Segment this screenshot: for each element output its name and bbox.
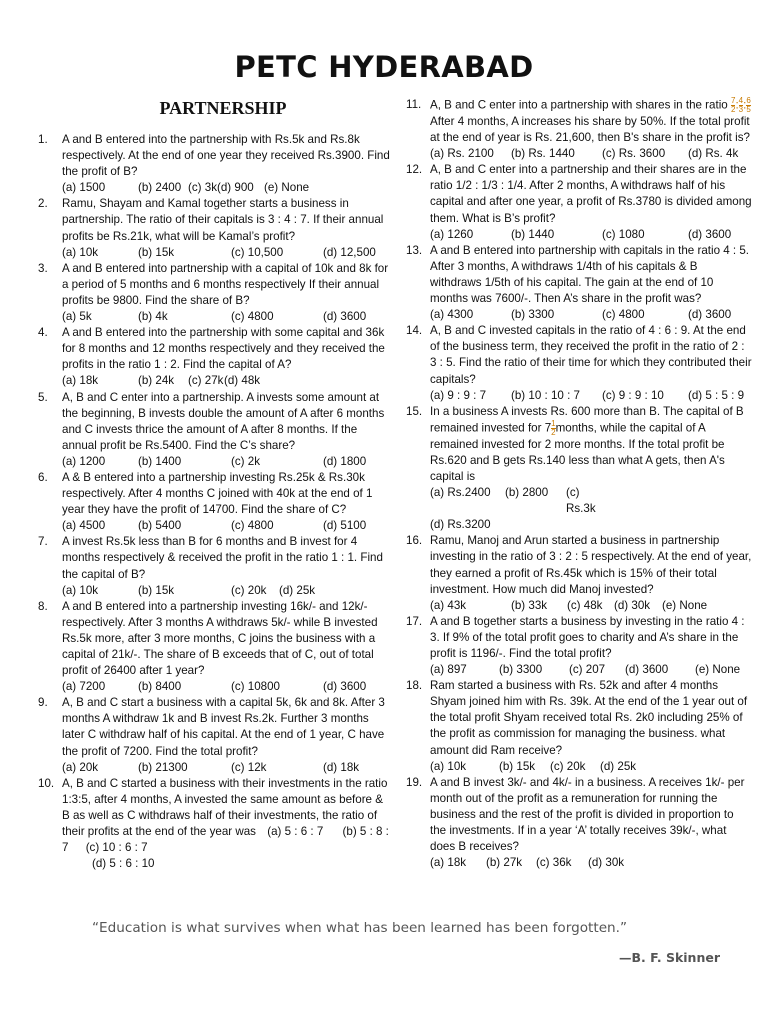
option-c: (c) 2k (231, 454, 260, 468)
option-c: (c) 4800 (231, 519, 274, 533)
question-number: 6. (38, 470, 48, 484)
question-19 (406, 775, 752, 872)
option-b: (b) 5 : 8 : 7 (62, 825, 389, 855)
question-text (62, 776, 390, 856)
option-b: (b) 33k (511, 598, 548, 612)
option-d: (d) 5 : 5 : 9 (688, 388, 745, 402)
quote-text: “Education is what survives when what has been learned has been forgotten.” (92, 920, 628, 936)
section-heading: PARTNERSHIP (159, 98, 287, 118)
question-number: 10. (38, 776, 55, 790)
question-12 (406, 162, 752, 242)
answer-options (430, 662, 752, 678)
option-a: (a) Rs.2400 (430, 486, 491, 500)
question-5 (38, 390, 390, 470)
option-a: (a) 4500 (62, 519, 106, 533)
question-number: 15. (406, 404, 423, 418)
option-c: (c) 10 : 6 : 7 (85, 841, 148, 855)
answer-options (62, 180, 390, 196)
option-d: (d) 3600 (323, 680, 367, 694)
question-text: Ramu, Shayam and Kamal together starts a business in partnership. The ratio of their capitals is 3 : 4 : 7. If their annual profits be Rs.21k, what will be Kamal’s profit? (62, 197, 384, 243)
question-text: A and B entered into partnership with a capital of 10k and 8k for a period of 5 months and 6 months respectively If their annual profits be 9800. Find the share of B? (62, 261, 389, 307)
fraction-1: $\frac{7}{2}$ (730, 96, 736, 114)
option-c: (c) 1080 (602, 227, 645, 241)
question-number: 1. (38, 133, 48, 146)
question-text: A and B entered into partnership with capitals in the ratio 4 : 5. After 3 months, A withdraws 1/4th of his capitals & B withdraws 1/5th of his capital. The gain at the end of 10 months was 7600/-. Then A’s share in the profit was? (430, 243, 750, 306)
question-text: A and B entered into the partnership with Rs.5k and Rs.8k respectively. At the end of one year they received Rs.3900. Find the profit of B? (62, 133, 390, 179)
option-b: (b) 15k (138, 245, 175, 259)
option-e: (e) None (695, 663, 741, 677)
option-b: (b) 15k (138, 583, 175, 597)
option-d: (d) 12,500 (323, 245, 376, 259)
question-text (430, 404, 752, 485)
option-a: (a) 18k (430, 856, 467, 870)
option-b: (b) 2400 (138, 181, 182, 195)
answer-options (430, 227, 752, 243)
question-number: 7. (38, 535, 48, 549)
answer-options (62, 245, 390, 261)
option-c: (c) 20k (231, 583, 267, 597)
answer-options (430, 759, 752, 775)
question-16 (406, 533, 752, 613)
option-a: (a) Rs. 2100 (430, 147, 494, 161)
question-text-body: After 4 months, A increases his share by 50%. If the total profit at the end of year is Rs. 21,600, then B's share in the profit is? (430, 115, 750, 145)
question-3 (38, 261, 390, 325)
option-a: (a) 897 (430, 663, 467, 677)
answer-options (62, 679, 390, 695)
option-a: (a) 7200 (62, 680, 106, 694)
option-b: (b) 3300 (499, 663, 543, 677)
option-d: (d) 3600 (688, 227, 732, 241)
option-d: (d) 30k (614, 598, 651, 612)
question-text-body: months, while the capital of A remained invested for 2 more months. If the total profit be Rs.620 and B gets Rs.140 less than what A gets, then A's capital is (430, 421, 725, 483)
fraction-2: $\frac{4}{3}$ (738, 96, 744, 114)
option-c: (c) 20k (550, 759, 586, 773)
option-c: (c) 4800 (231, 310, 274, 324)
question-text-body: A, B and C started a business with their investments in the ratio 1:3:5, after 4 months, A invested the same amount as before & B as well as C withdraws half of their investments, the ratio of their profits at the end of the year was (62, 776, 388, 839)
option-a: (a) 10k (62, 245, 99, 259)
question-text-intro: In a business A invests Rs. 600 more than B. The capital of B remained invested for 7 (430, 404, 744, 435)
question-number: 19. (406, 775, 423, 789)
option-b: (b) 8400 (138, 680, 182, 694)
answer-options (62, 760, 390, 776)
option-d: (d) 1800 (323, 454, 367, 468)
question-number: 2. (38, 197, 48, 211)
answer-options (430, 388, 752, 404)
option-c: (c) 10800 (231, 680, 280, 694)
option-b: (b) 3300 (511, 308, 555, 322)
question-number: 9. (38, 696, 48, 710)
option-a: (a) 1200 (62, 454, 106, 468)
question-2 (38, 196, 390, 260)
option-e: (e) None (264, 181, 310, 195)
question-6 (38, 470, 390, 534)
option-b: (b) 2800 (505, 486, 549, 500)
question-text: A, B and C enter into a partnership. A invests some amount at the beginning, B invests double the amount of A after 6 months and C invests thrice the amount of A after 8 months. If the annual profit be Rs.5400. Find the C’s share? (62, 390, 385, 452)
option-b: (b) 1400 (138, 454, 182, 468)
option-a: (a) 1260 (430, 227, 474, 241)
question-number: 14. (406, 324, 423, 338)
option-d: (d) 25k (279, 583, 316, 597)
answer-options (430, 855, 752, 871)
question-number: 11. (406, 98, 422, 111)
option-d: (d) Rs.3200 (430, 518, 491, 532)
option-a: (a) 5k (62, 310, 92, 324)
question-number: 8. (38, 599, 48, 613)
answer-options (430, 307, 752, 323)
question-number: 3. (38, 261, 48, 275)
option-d: (d) Rs. 4k (688, 147, 739, 161)
option-b: (b) 1440 (511, 227, 555, 241)
question-number: 17. (406, 614, 423, 628)
option-b: (b) 21300 (138, 760, 188, 774)
question-17 (406, 614, 752, 678)
option-b: (b) 5400 (138, 519, 182, 533)
question-number: 18. (406, 679, 423, 693)
question-text: A and B entered into the partnership with some capital and 36k for 8 months and 12 months respectively and they received the profits in the ratio 1 : 2. Find the capital of A? (62, 326, 385, 372)
option-b: (b) 15k (499, 759, 536, 773)
question-7 (38, 534, 390, 598)
option-d: (d) 30k (588, 856, 625, 870)
option-d: (d) 3600 (688, 308, 732, 322)
mixed-fraction: $\frac{1}{2}$ (551, 418, 556, 437)
question-14 (406, 323, 752, 403)
option-b: (b) 10 : 10 : 7 (511, 388, 580, 402)
question-text: Ramu, Manoj and Arun started a business in partnership investing in the ratio of 3 : 2 : 5 respectively. At the end of year, they earned a profit of Rs.45k which is 15% of their total investment. How much did Manoj invested? (430, 534, 752, 596)
option-a: (a) 10k (62, 583, 99, 597)
answer-options (62, 454, 390, 470)
question-11 (406, 97, 752, 162)
option-d: (d) 900 (217, 181, 254, 195)
question-text-intro: A, B and C enter into a partnership with shares in the ratio (430, 98, 728, 112)
option-c: (c) 9 : 9 : 10 (602, 388, 664, 402)
option-d: (d) 18k (323, 760, 360, 774)
answer-options (62, 373, 390, 389)
fraction-3: $\frac{6}{5}$ (746, 96, 751, 114)
answer-options (62, 583, 390, 599)
option-a: (a) 4300 (430, 308, 474, 322)
question-text: A, B and C start a business with a capital 5k, 6k and 8k. After 3 months A withdraw 1k and B invest Rs.2k. Further 3 months later C withdraw half of his capital. At the end of 1 year, C have the profit of 7200. Find the total profit? (62, 696, 385, 758)
option-c: (c) 4800 (602, 308, 645, 322)
question-number: 4. (38, 326, 48, 340)
option-d: (d) 5 : 6 : 10 (92, 857, 155, 871)
question-text: A invest Rs.5k less than B for 6 months and B invest for 4 months respectively & received the profit in the ratio 1 : 1. Find the capital of B? (62, 535, 383, 581)
question-text: A & B entered into a partnership investing Rs.25k & Rs.30k respectively. After 4 months C joined with 40k at the end of 1 year they have the profit of 14700. Find the share of C? (62, 470, 373, 517)
question-18 (406, 678, 752, 775)
option-d: (d) 25k (600, 759, 637, 773)
option-c: (c) 12k (231, 760, 267, 774)
option-b: (b) 24k (138, 374, 175, 388)
option-a: (a) 10k (430, 759, 467, 773)
option-c: (c) 48k (567, 598, 603, 612)
option-c: (c) 36k (536, 856, 572, 870)
option-d: (d) 3600 (323, 310, 367, 324)
option-a: (a) 43k (430, 598, 467, 612)
option-a: (a) 9 : 9 : 7 (430, 388, 487, 402)
option-c: (c) 10,500 (231, 245, 284, 259)
question-text: A and B entered into a partnership investing 16k/- and 12k/- respectively. After 3 months A withdraws 5k/- while B invested Rs.5k more, after 3 more months, C joins the business with a capital of 21k/-. The share of B exceeds that of C, out of total profit of 26400 after 1 year? (62, 599, 378, 678)
option-a: (a) 20k (62, 760, 99, 774)
question-text: A, B and C enter into a partnership and their shares are in the ratio 1/2 : 1/3 : 1/4. After 2 months, A withdraws half of his capital and after one year, a profit of Rs.3780 is divided among them. What is B’s profit? (430, 163, 752, 225)
option-d: (d) 3600 (625, 663, 669, 677)
option-a: (a) 5 : 6 : 7 (267, 825, 324, 839)
option-a: (a) 1500 (62, 181, 106, 195)
question-text: A and B invest 3k/- and 4k/- in a business. A receives 1k/- per month out of the profit as a remuneration for running the business and the rest of the profit is divided in proportion to the investments. If in a year ‘A’ totally receives 39k/-, what does B receives? (430, 775, 745, 854)
answer-options: (a) Rs.2400 (b) 2800 (c) Rs.3k (430, 485, 752, 517)
question-number: 5. (38, 390, 48, 404)
question-15 (406, 404, 752, 534)
question-text: Ram started a business with Rs. 52k and after 4 months Shyam joined him with Rs. 39k. At the end of the 1 year out of the total profit Shyam received total Rs. 2k0 including 25% of the profit as commission for managing the business. what amount did Ram receive? (430, 679, 748, 757)
option-d: (d) 48k (224, 374, 261, 388)
option-e: (e) None (662, 598, 708, 612)
question-4 (38, 325, 390, 389)
option-c: (c) 207 (569, 663, 606, 677)
question-text: A and B together starts a business by investing in the ratio 4 : 3. If 9% of the total profit goes to charity and A’s share in the profit is 1196/-. Find the total profit? (430, 614, 745, 660)
option-c: (c) 3k (188, 181, 217, 195)
answer-options (430, 598, 752, 614)
option-b: (b) Rs. 1440 (511, 147, 575, 161)
answer-options (430, 146, 752, 162)
page-title: PETC HYDERABAD (234, 50, 534, 84)
option-a: (a) 18k (62, 374, 99, 388)
question-text: A, B and C enter into a partnership with shares in the ratio $\frac{7}{2}$ : $\frac{4}{3}$ : $\frac{6}{5}$ After 4 months, A increases his share by 50%. If the total profit at the end of year is Rs. 21,600, then B's share in the profit is? (430, 96, 751, 145)
option-d: (d) 5100 (323, 519, 367, 533)
quote-author: —B. F. Skinner (619, 950, 720, 965)
question-column-left (38, 132, 390, 872)
answer-options (62, 518, 390, 534)
question-1 (38, 132, 390, 196)
option-b: (b) 4k (138, 310, 168, 324)
question-9 (38, 695, 390, 775)
option-b: (b) 27k (486, 856, 523, 870)
question-8 (38, 599, 390, 696)
option-c: (c) 27k (188, 374, 224, 388)
question-column-right (406, 97, 752, 871)
question-number: 16. (406, 534, 423, 548)
question-10 (38, 776, 390, 873)
question-13 (406, 243, 752, 323)
question-text: A, B and C invested capitals in the ratio of 4 : 6 : 9. At the end of the business term, they received the profit in the ratio of 2 : 3 : 5. Find the ratio of their time for which they contributed their capitals? (430, 324, 752, 386)
question-number: 13. (406, 243, 423, 257)
option-c: (c) Rs. 3600 (602, 147, 666, 161)
answer-options (62, 309, 390, 325)
question-number: 12. (406, 163, 423, 177)
